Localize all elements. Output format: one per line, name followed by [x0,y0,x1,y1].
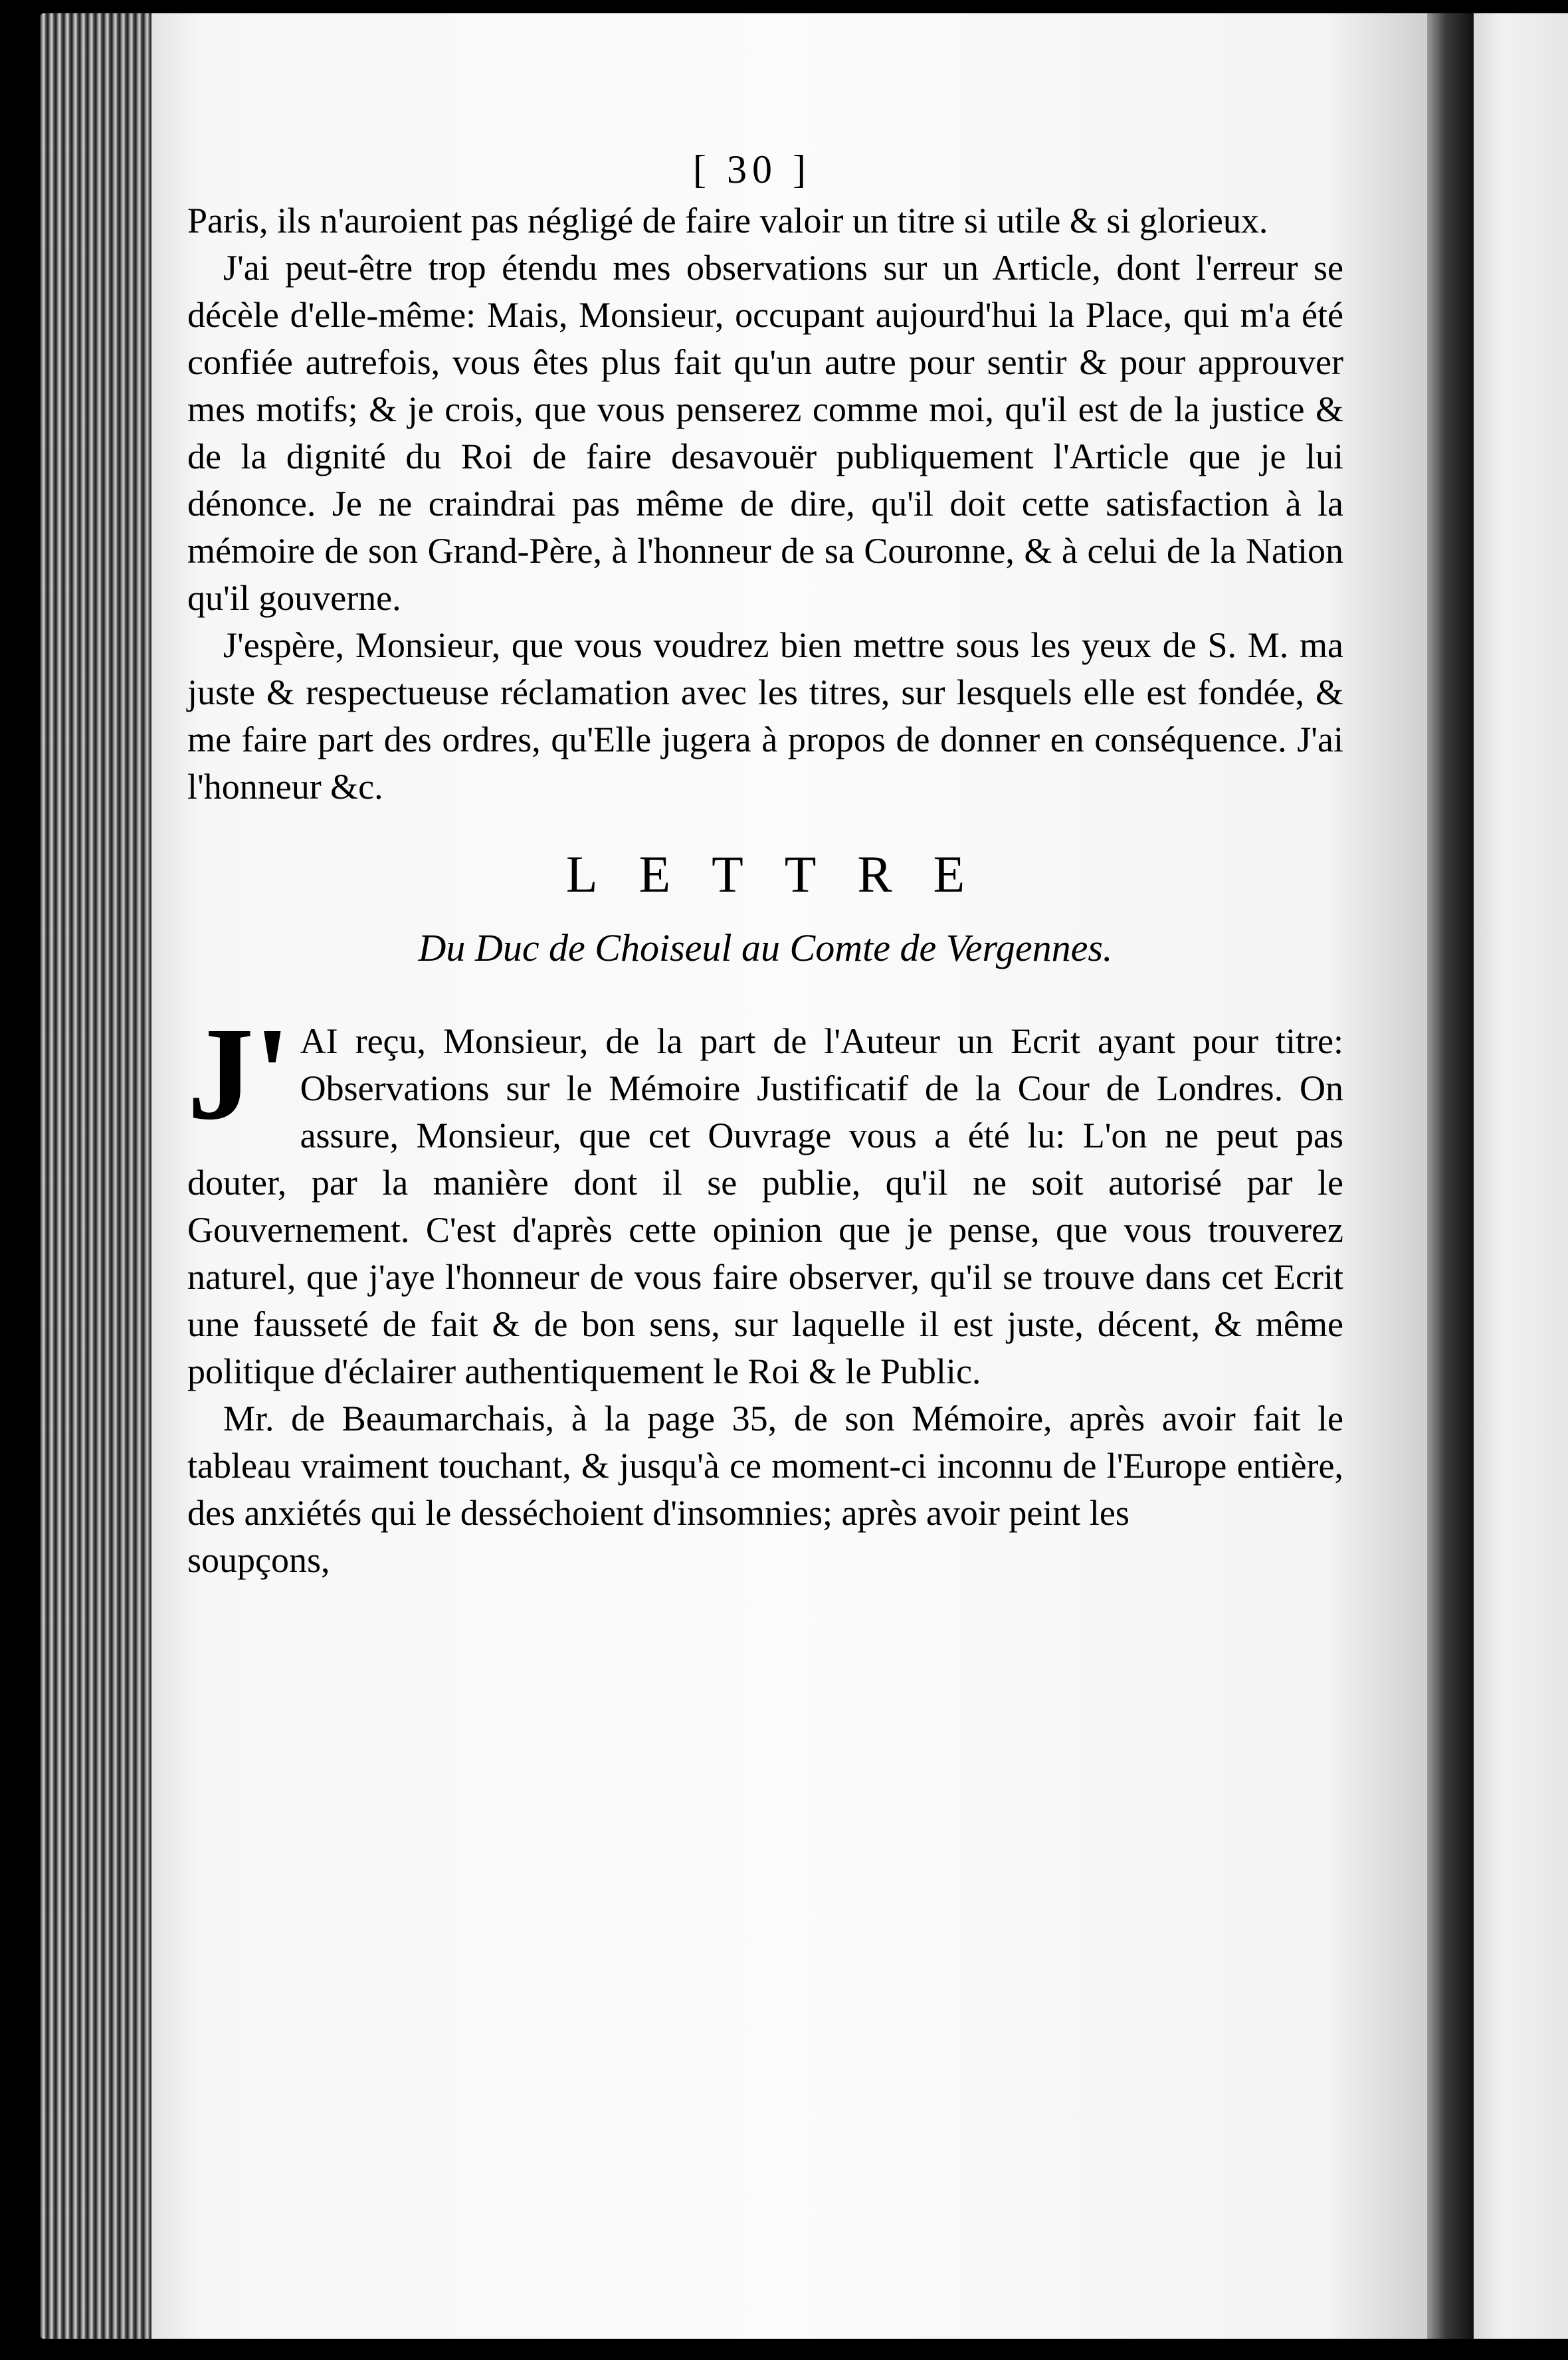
paragraph: J'espère, Monsieur, que vous voudrez bien mettre sous les yeux de S. M. ma juste & respectueuse réclamation avec les titres, sur lesquels elle est fondée, & me faire part des ordres, qu'Elle jugera à propos de donner en conséquence. J'ai l'honneur &c. [187,625,1343,807]
paragraph-dropcap: J'AI reçu, Monsieur, de la part de l'Auteur un Ecrit ayant pour titre: Observations sur le Mémoire Justificatif de la Cour de Londres. On assure, Monsieur, que cet Ouvrage vous a été lu: L'on ne peut pas douter, par la manière dont il se publie, qu'il ne soit autorisé par le Gouvernement. C'est d'après cette opinion que je pense, que vous trouverez naturel, que j'aye l'honneur de vous faire observer, qu'il se trouve dans cet Ecrit une fausseté de fait & de bon sens, sur laquelle il est juste, décent, & même politique d'éclairer authentiquement le Roi & le Public. [187,1001,1343,1391]
running-head: [ 30 ] [693,148,811,191]
section-title: LETTRE [565,845,1007,903]
paragraph-continuation: Paris, ils n'auroient pas négligé de faire valoir un titre si utile & si glorieux. [187,201,1268,241]
letter-subtitle: Du Duc de Choiseul au Comte de Vergennes. [418,926,1113,969]
book-gutter [1427,13,1474,2339]
page-text [187,146,1343,1584]
catchword: soupçons, [187,1540,330,1580]
facing-page-edge [1474,13,1568,2339]
paragraph: Mr. de Beaumarchais, à la page 35, de son Mémoire, après avoir fait le tableau vraiment touchant, & jusqu'à ce moment-ci inconnu de l'Europe entière, des anxiétés qui le desséchoient d'insomnies; après avoir peint les [187,1399,1343,1533]
book-page-edges [40,13,159,2339]
paragraph: J'ai peut-être trop étendu mes observations sur un Article, dont l'erreur se décèle d'elle-même: Mais, Monsieur, occupant aujourd'hui la Place, qui m'a été confiée autrefois, vous êtes plus fait qu'un autre pour sentir & pour approuver mes motifs; & je crois, que vous penserez comme moi, qu'il est de la justice & de la dignité du Roi de faire desavouër publiquement l'Article que je lui dénonce. Je ne craindrai pas même de dire, qu'il doit cette satisfaction à la mémoire de son Grand-Père, à l'honneur de sa Couronne, & à celui de la Nation qu'il gouverne. [187,248,1343,618]
